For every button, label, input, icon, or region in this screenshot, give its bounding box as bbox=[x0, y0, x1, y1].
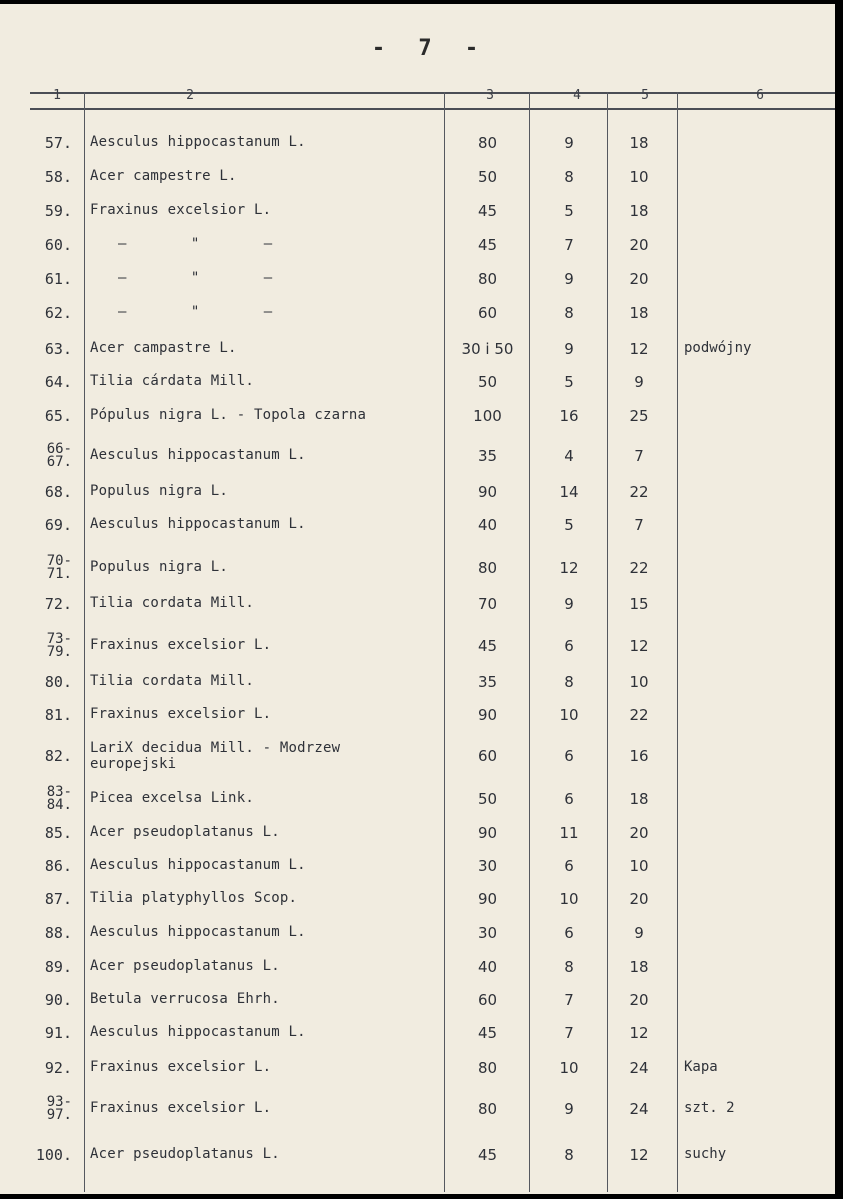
row-number: 58. bbox=[44, 168, 72, 186]
column-4-value: 8 bbox=[564, 673, 574, 691]
remarks: Kapa bbox=[684, 1059, 718, 1075]
column-3-value: 40 bbox=[477, 516, 498, 534]
row-number: 87. bbox=[44, 890, 72, 908]
row-number: 64. bbox=[44, 373, 72, 391]
column-5-value: 24 bbox=[629, 1100, 649, 1118]
column-5-value: 18 bbox=[629, 790, 649, 808]
remarks: szt. 2 bbox=[684, 1100, 735, 1116]
row-number: 93- 97. bbox=[46, 1094, 72, 1123]
column-5-value: 20 bbox=[629, 890, 649, 908]
species-name: Fraxinus excelsior L. bbox=[90, 706, 272, 722]
column-5-value: 12 bbox=[629, 1024, 649, 1042]
row-number: 68. bbox=[44, 483, 72, 501]
header-col-2: 2 bbox=[186, 88, 194, 103]
column-5-value: 22 bbox=[629, 706, 649, 724]
column-4-value: 4 bbox=[564, 447, 574, 465]
column-5-value: 12 bbox=[629, 340, 649, 358]
species-name: Tilia platyphyllos Scop. bbox=[90, 890, 298, 906]
column-4-value: 7 bbox=[564, 1024, 574, 1042]
header-col-3: 3 bbox=[486, 88, 494, 103]
row-number: 61. bbox=[44, 270, 72, 288]
column-3-value: 35 bbox=[477, 447, 498, 465]
column-divider-1 bbox=[84, 92, 85, 1192]
row-number: 57. bbox=[44, 134, 72, 152]
header-col-6: 6 bbox=[756, 88, 764, 103]
row-number: 60. bbox=[44, 236, 72, 254]
species-name: Aesculus hippocastanum L. bbox=[90, 447, 306, 463]
column-4-value: 9 bbox=[564, 340, 574, 358]
row-number: 100. bbox=[35, 1146, 72, 1164]
column-5-value: 12 bbox=[629, 637, 649, 655]
column-3-value: 45 bbox=[477, 1146, 498, 1164]
species-name: Fraxinus excelsior L. bbox=[90, 637, 272, 653]
column-3-value: 60 bbox=[477, 304, 498, 322]
column-5-value: 12 bbox=[629, 1146, 649, 1164]
species-name: Picea excelsa Link. bbox=[90, 790, 254, 806]
column-5-value: 10 bbox=[629, 168, 649, 186]
column-3-value: 45 bbox=[477, 202, 498, 220]
header-rule-bottom bbox=[30, 108, 835, 110]
column-5-value: 18 bbox=[629, 134, 649, 152]
row-number: 86. bbox=[44, 857, 72, 875]
column-3-value: 90 bbox=[477, 824, 498, 842]
column-3-value: 100 bbox=[473, 407, 502, 425]
row-number: 70- 71. bbox=[46, 553, 72, 582]
remarks: suchy bbox=[684, 1146, 727, 1162]
column-4-value: 16 bbox=[559, 407, 579, 425]
column-5-value: 7 bbox=[634, 516, 644, 534]
column-3-value: 80 bbox=[477, 134, 498, 152]
species-name: – " – bbox=[118, 236, 301, 252]
row-number: 69. bbox=[44, 516, 72, 534]
column-4-value: 6 bbox=[564, 637, 574, 655]
header-col-1: 1 bbox=[53, 88, 61, 103]
row-number: 65. bbox=[44, 407, 72, 425]
column-4-value: 8 bbox=[564, 304, 574, 322]
column-4-value: 10 bbox=[559, 890, 579, 908]
column-4-value: 10 bbox=[559, 706, 579, 724]
species-name: Tilia cordata Mill. bbox=[90, 595, 254, 611]
column-3-value: 60 bbox=[477, 991, 498, 1009]
row-number: 73- 79. bbox=[46, 631, 72, 660]
species-name: Fraxinus excelsior L. bbox=[90, 1059, 272, 1075]
column-4-value: 11 bbox=[559, 824, 579, 842]
row-number: 88. bbox=[44, 924, 72, 942]
column-4-value: 6 bbox=[564, 857, 574, 875]
species-name: LariX decidua Mill. - Modrzew europejski bbox=[90, 740, 341, 772]
species-name: Acer pseudoplatanus L. bbox=[90, 824, 280, 840]
column-4-value: 14 bbox=[559, 483, 579, 501]
document-page bbox=[0, 4, 835, 1194]
column-3-value: 45 bbox=[477, 1024, 498, 1042]
column-3-value: 70 bbox=[477, 595, 498, 613]
species-name: Tilia cordata Mill. bbox=[90, 673, 254, 689]
species-name: Fraxinus excelsior L. bbox=[90, 202, 272, 218]
row-number: 89. bbox=[44, 958, 72, 976]
column-5-value: 9 bbox=[634, 924, 644, 942]
column-5-value: 10 bbox=[629, 857, 649, 875]
species-name: Populus nigra L. bbox=[90, 483, 229, 499]
column-5-value: 10 bbox=[629, 673, 649, 691]
row-number: 80. bbox=[44, 673, 72, 691]
column-5-value: 18 bbox=[629, 304, 649, 322]
row-number: 72. bbox=[44, 595, 72, 613]
species-name: Populus nigra L. bbox=[90, 559, 229, 575]
column-4-value: 8 bbox=[564, 1146, 574, 1164]
species-name: Aesculus hippocastanum L. bbox=[90, 857, 306, 873]
column-4-value: 6 bbox=[564, 747, 574, 765]
row-number: 62. bbox=[44, 304, 72, 322]
column-3-value: 60 bbox=[477, 747, 498, 765]
column-4-value: 7 bbox=[564, 236, 574, 254]
page-number: - 7 - bbox=[371, 36, 489, 61]
column-3-value: 80 bbox=[477, 270, 498, 288]
column-3-value: 45 bbox=[477, 637, 498, 655]
column-3-value: 50 bbox=[477, 168, 498, 186]
column-5-value: 20 bbox=[629, 824, 649, 842]
column-4-value: 5 bbox=[564, 202, 574, 220]
column-3-value: 50 bbox=[477, 373, 498, 391]
header-col-5: 5 bbox=[641, 88, 649, 103]
row-number: 92. bbox=[44, 1059, 72, 1077]
species-name: Tilia cárdata Mill. bbox=[90, 373, 254, 389]
column-5-value: 22 bbox=[629, 483, 649, 501]
column-4-value: 8 bbox=[564, 168, 574, 186]
column-4-value: 9 bbox=[564, 1100, 574, 1118]
column-divider-5 bbox=[677, 92, 678, 1192]
header-rule-top bbox=[30, 92, 835, 94]
column-4-value: 8 bbox=[564, 958, 574, 976]
column-5-value: 16 bbox=[629, 747, 649, 765]
column-3-value: 30 bbox=[477, 924, 498, 942]
column-3-value: 45 bbox=[477, 236, 498, 254]
column-4-value: 9 bbox=[564, 270, 574, 288]
column-5-value: 15 bbox=[629, 595, 649, 613]
column-5-value: 7 bbox=[634, 447, 644, 465]
column-4-value: 6 bbox=[564, 924, 574, 942]
column-5-value: 18 bbox=[629, 202, 649, 220]
column-4-value: 9 bbox=[564, 595, 574, 613]
species-name: Betula verrucosa Ehrh. bbox=[90, 991, 280, 1007]
row-number: 90. bbox=[44, 991, 72, 1009]
species-name: Fraxinus excelsior L. bbox=[90, 1100, 272, 1116]
column-3-value: 80 bbox=[477, 1059, 498, 1077]
species-name: – " – bbox=[118, 304, 301, 320]
row-number: 66- 67. bbox=[46, 441, 72, 470]
column-5-value: 22 bbox=[629, 559, 649, 577]
column-3-value: 50 bbox=[477, 790, 498, 808]
column-3-value: 30 bbox=[477, 857, 498, 875]
species-name: Acer pseudoplatanus L. bbox=[90, 958, 280, 974]
row-number: 91. bbox=[44, 1024, 72, 1042]
column-4-value: 6 bbox=[564, 790, 574, 808]
column-5-value: 20 bbox=[629, 991, 649, 1009]
species-name: Acer campestre L. bbox=[90, 168, 237, 184]
species-name: Acer pseudoplatanus L. bbox=[90, 1146, 280, 1162]
row-number: 81. bbox=[44, 706, 72, 724]
species-name: – " – bbox=[118, 270, 301, 286]
column-3-value: 90 bbox=[477, 890, 498, 908]
row-number: 59. bbox=[44, 202, 72, 220]
column-3-value: 40 bbox=[477, 958, 498, 976]
column-3-value: 90 bbox=[477, 706, 498, 724]
species-name: Acer campastre L. bbox=[90, 340, 237, 356]
header-col-4: 4 bbox=[573, 88, 581, 103]
row-number: 83- 84. bbox=[46, 784, 72, 813]
column-3-value: 80 bbox=[477, 1100, 498, 1118]
column-3-value: 90 bbox=[477, 483, 498, 501]
species-name: Aesculus hippocastanum L. bbox=[90, 924, 306, 940]
column-4-value: 5 bbox=[564, 373, 574, 391]
species-name: Aesculus hippocastanum L. bbox=[90, 516, 306, 532]
species-name: Pópulus nigra L. - Topola czarna bbox=[90, 407, 367, 423]
column-5-value: 24 bbox=[629, 1059, 649, 1077]
species-name: Aesculus hippocastanum L. bbox=[90, 134, 306, 150]
column-5-value: 9 bbox=[634, 373, 644, 391]
row-number: 82. bbox=[44, 747, 72, 765]
column-4-value: 9 bbox=[564, 134, 574, 152]
species-name: Aesculus hippocastanum L. bbox=[90, 1024, 306, 1040]
column-3-value: 35 bbox=[477, 673, 498, 691]
column-5-value: 20 bbox=[629, 270, 649, 288]
column-4-value: 12 bbox=[559, 559, 579, 577]
row-number: 85. bbox=[44, 824, 72, 842]
remarks: podwójny bbox=[684, 340, 752, 356]
column-3-value: 80 bbox=[477, 559, 498, 577]
column-4-value: 5 bbox=[564, 516, 574, 534]
column-5-value: 18 bbox=[629, 958, 649, 976]
column-4-value: 10 bbox=[559, 1059, 579, 1077]
column-3-value: 30 i 50 bbox=[461, 340, 514, 358]
column-5-value: 25 bbox=[629, 407, 649, 425]
column-4-value: 7 bbox=[564, 991, 574, 1009]
column-5-value: 20 bbox=[629, 236, 649, 254]
row-number: 63. bbox=[44, 340, 72, 358]
